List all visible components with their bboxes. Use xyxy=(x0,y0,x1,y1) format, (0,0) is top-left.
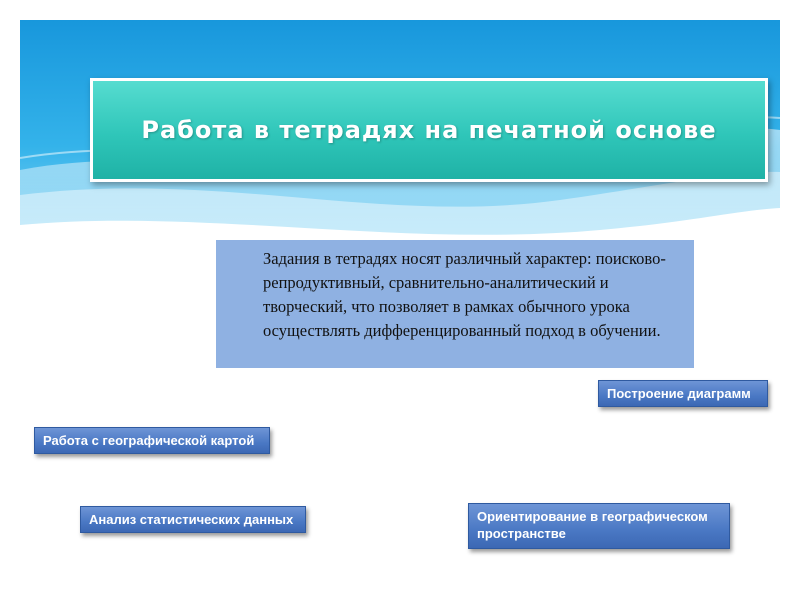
tag-map-label: Работа с географической картой xyxy=(43,433,255,448)
title-box xyxy=(90,78,768,182)
tag-diagrams-label: Построение диаграмм xyxy=(607,386,751,401)
tag-orientation xyxy=(468,503,730,549)
description-text: Задания в тетрадях носят различный характер: поисково-репродуктивный, сравнительно-аналитический и творческий, что позволяет в рамках обычного урока осуществлять дифференцированный подход в обучении. xyxy=(263,249,666,340)
tag-statistics-label: Анализ статистических данных xyxy=(89,512,294,527)
tag-orientation-label: Ориентирование в географическом пространстве xyxy=(477,509,708,541)
tag-statistics xyxy=(80,506,306,533)
description-box xyxy=(216,240,694,368)
tag-map xyxy=(34,427,270,454)
tag-diagrams xyxy=(598,380,768,407)
slide-title: Работа в тетрадях на печатной основе xyxy=(141,116,717,144)
